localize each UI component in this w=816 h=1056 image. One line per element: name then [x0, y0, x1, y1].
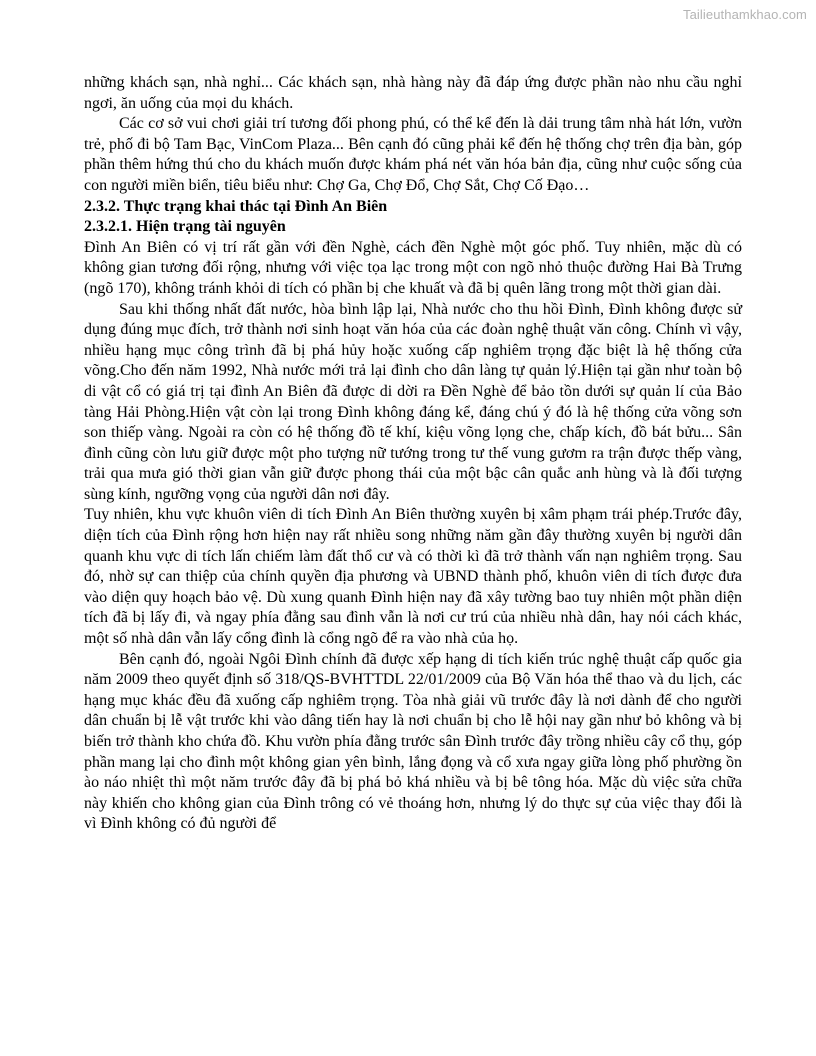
- paragraph-accommodation: những khách sạn, nhà nghỉ... Các khách sạn, nhà hàng này đã đáp ứng được phần nào nhu cầu nghỉ ngơi, ăn uống của mọi du khách.: [84, 74, 742, 112]
- paragraph-location: Đình An Biên có vị trí rất gần với đền Nghè, cách đền Nghè một góc phố. Tuy nhiên, mặc dù có không gian tương đối rộng, nhưng với việc tọa lạc trong một con ngõ nhỏ thuộc đường Hai Bà Trưng (ngõ 170), không tránh khỏi di tích có phần bị che khuất và đã bị quên lãng trong một thời gian dài.: [84, 238, 742, 297]
- subsection-heading-2-3-2-1: 2.3.2.1. Hiện trạng tài nguyên: [84, 218, 286, 236]
- paragraph-history: Sau khi thống nhất đất nước, hòa bình lập lại, Nhà nước cho thu hồi Đình, Đình không được sử dụng đúng mục đích, trở thành nơi sinh hoạt văn hóa của các đoàn nghệ thuật văn công. Chính vì vậy, nhiều hạng mục công trình đã bị phá hủy hoặc xuống cấp nghiêm trọng đặc biệt là hệ thống cửa võng.Cho đến năm 1992, Nhà nước mới trả lại đình cho dân làng tự quản lý.Hiện tại gần như toàn bộ di vật cổ có giá trị tại đình An Biên đã được di dời ra Đền Nghè để bảo tồn dưới sự quản lí của Bảo tàng Hải Phòng.Hiện vật còn lại trong Đình không đáng kể, đáng chú ý đó là hệ thống cửa võng sơn son thiếp vàng. Ngoài ra còn có hệ thống đồ tế khí, kiệu võng lọng che, chấp kích, đồ bát bửu... Sân đình cũng còn lưu giữ được một pho tượng nữ tướng trong tư thế vung gươm ra trận được thếp vàng, trải qua mưa gió thời gian vẫn giữ được phong thái của một bậc cân quắc anh hùng và là đối tượng sùng kính, ngưỡng vọng của người dân nơi đây.: [84, 300, 742, 503]
- watermark: Tailieuthamkhao.com: [682, 7, 807, 22]
- document-page: [84, 73, 742, 835]
- paragraph-encroachment: Tuy nhiên, khu vực khuôn viên di tích Đình An Biên thường xuyên bị xâm phạm trái phép.Trước đây, diện tích của Đình rộng hơn hiện nay rất nhiều song những năm gần đây thường xuyên bị người dân quanh khu vực di tích lấn chiếm làm đất thổ cư và có thời kì đã trở thành vấn nạn nghiêm trọng. Sau đó, nhờ sự can thiệp của chính quyền địa phương và UBND thành phố, khuôn viên di tích được đưa vào diện quy hoạch bảo vệ. Dù xung quanh Đình hiện nay đã xây tường bao tuy nhiên một phần diện tích đã bị lấy đi, và ngay phía đằng sau đình vẫn là nơi cư trú của nhiều nhà dân, hay nói cách khác, một số nhà dân vẫn lấy cổng đình là cổng ngõ để ra vào nhà của họ.: [84, 506, 742, 648]
- section-heading-2-3-2: 2.3.2. Thực trạng khai thác tại Đình An Biên: [84, 197, 388, 215]
- paragraph-entertainment: Các cơ sở vui chơi giải trí tương đối phong phú, có thể kể đến là dải trung tâm nhà hát lớn, vườn trẻ, phố đi bộ Tam Bạc, VinCom Plaza... Bên cạnh đó cũng phải kể đến hệ thống chợ trên địa bàn, góp phần thêm hứng thú cho du khách muốn được khám phá nét văn hóa bản địa, cũng như cuộc sống của con người miền biển, tiêu biểu như: Chợ Ga, Chợ Đổ, Chợ Sắt, Chợ Cố Đạo…: [84, 115, 742, 194]
- paragraph-degradation: Bên cạnh đó, ngoài Ngôi Đình chính đã được xếp hạng di tích kiến trúc nghệ thuật cấp quốc gia năm 2009 theo quyết định số 318/QS-BVHTTDL 22/01/2009 của Bộ Văn hóa thể thao và du lịch, các hạng mục khác đều đã xuống cấp nghiêm trọng. Tòa nhà giải vũ trước đây là nơi dành để cho người dân chuẩn bị lễ vật trước khi vào dâng tiến hay là nơi chuẩn bị cho lễ hội nay gần như bỏ không và bị biến trở thành kho chứa đồ. Khu vườn phía đằng trước sân Đình trước đây trồng nhiều cây cổ thụ, góp phần mang lại cho đình một không gian yên bình, lắng đọng và cổ xưa ngay giữa lòng phố phường ồn ào náo nhiệt thì một năm trước đây đã bị phá bỏ khá nhiều và bị bê tông hóa. Mặc dù việc sửa chữa này khiến cho không gian của Đình trông có vẻ thoáng hơn, nhưng lý do thực sự của việc thay đổi là vì Đình không có đủ người để: [84, 650, 742, 833]
